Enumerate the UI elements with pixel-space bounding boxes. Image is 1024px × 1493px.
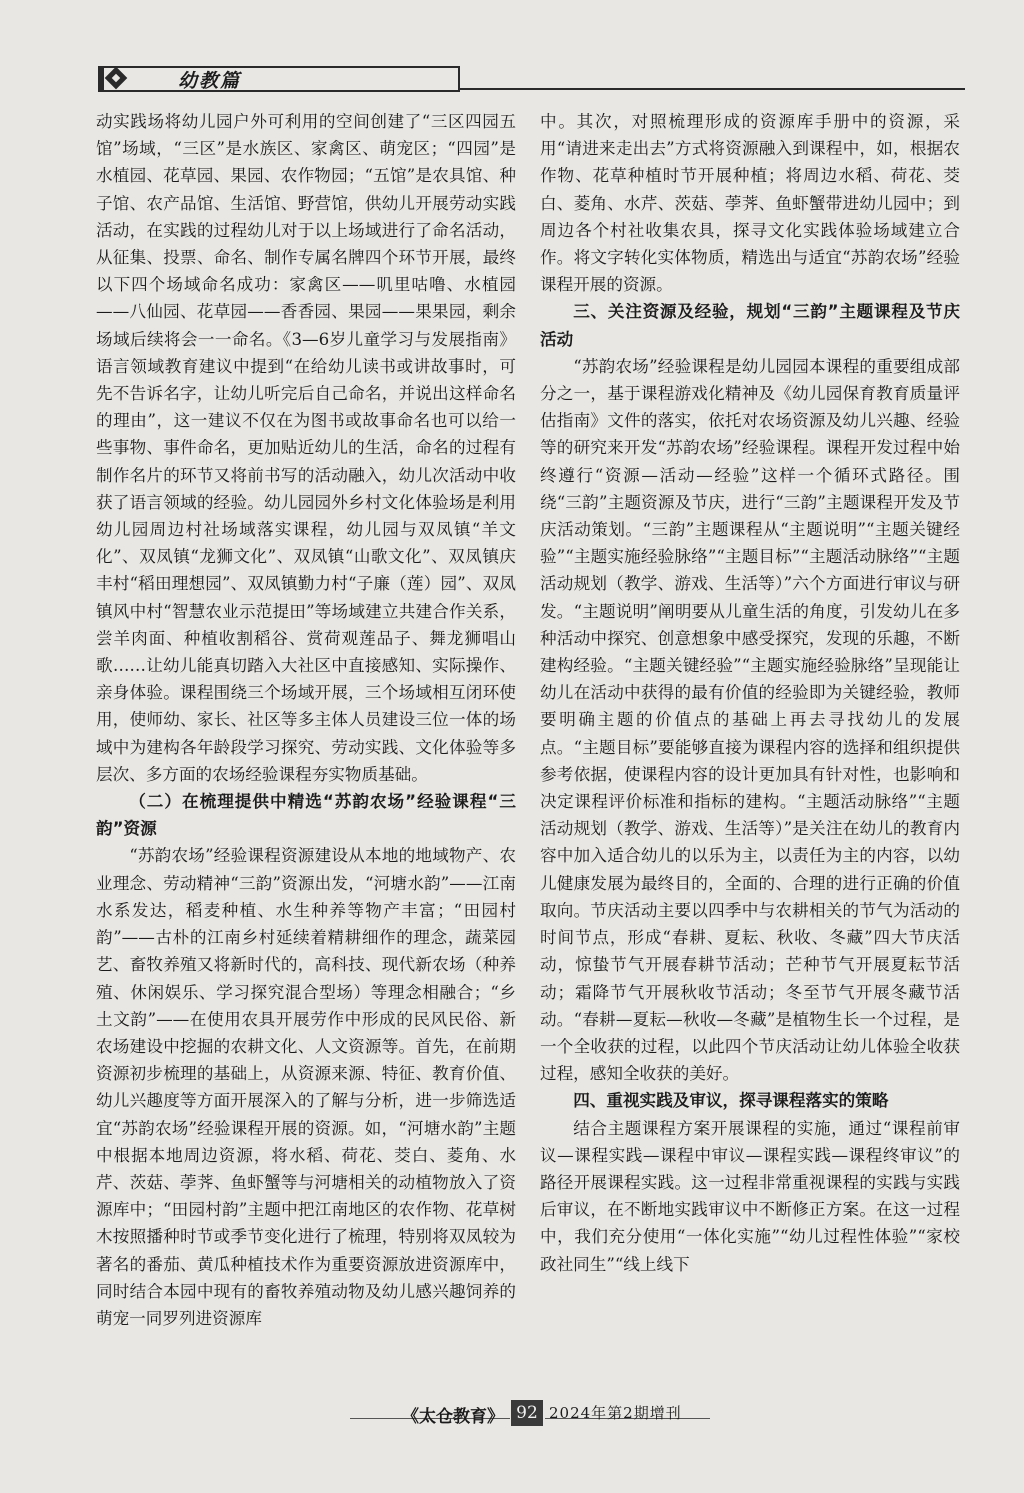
header-rule <box>460 88 965 90</box>
paragraph: “苏韵农场”经验课程资源建设从本地的地域物产、农业理念、劳动精神“三韵”资源出发，“河塘水韵”——江南水系发达，稻麦种植、水生种养等物产丰富；“田园村韵”——古朴的江南乡村延续着精耕细作的理念，蔬菜园艺、畜牧养殖又将新时代的，高科技、现代新农场（种养殖、休闲娱乐、学习探究混合型场）等理念相融合；“乡土文韵”——在使用农具开展劳作中形成的民风民俗、新农场建设中挖掘的农耕文化、人文资源等。首先，在前期资源初步梳理的基础上，从资源来源、特征、教育价值、幼儿兴趣度等方面开展深入的了解与分析，进一步筛选适宜“苏韵农场”经验课程开展的资源。如，“河塘水韵”主题中根据本地周边资源，将水稻、荷花、茭白、菱角、水芹、茨菇、荸荠、鱼虾蟹等与河塘相关的动植物放入了资源库中；“田园村韵”主题中把江南地区的农作物、花草树木按照播种时节或季节变化进行了梳理，特别将双凤较为著名的番茄、黄瓜种植技术作为重要资源放进资源库中，同时结合本园中现有的畜牧养殖动物及幼儿感兴趣饲养的萌宠一同罗列进资源库 <box>96 846 516 1328</box>
section-title: 幼教篇 <box>178 70 242 92</box>
page-number: 92 <box>511 1400 543 1426</box>
section-header-box <box>98 66 460 92</box>
issue-info: 2024年第2期增刊 <box>549 1404 682 1422</box>
section-heading: 三、关注资源及经验，规划“三韵”主题课程及节庆活动 <box>540 302 960 349</box>
paragraph: 结合主题课程方案开展课程的实施，通过“课程前审议—课程实践—课程中审议—课程实践—课程终审议”的路径开展课程实践。这一过程非常重视课程的实践与实践后审议，在不断地实践审议中不断修正方案。在这一过程中，我们充分使用“一体化实施”“幼儿过程性体验”“家校政社同生”“线上线下 <box>540 1118 960 1274</box>
journal-name: 《太仓教育》 <box>402 1407 504 1427</box>
paragraph: 中。其次，对照梳理形成的资源库手册中的资源，采用“请进来走出去”方式将资源融入到课程中，如，根据农作物、花草种植时节开展种植；将周边水稻、荷花、茭白、菱角、水芹、茨菇、荸荠、鱼虾蟹带进幼儿园中；到周边各个村社收集农具，探寻文化实践体验场域建立合作。将文字转化实体物质，精选出与适宜“苏韵农场”经验课程开展的资源。 <box>540 112 960 295</box>
paragraph: 动实践场将幼儿园户外可利用的空间创建了“三区四园五馆”场域，“三区”是水族区、家禽区、萌宠区；“四园”是水植园、花草园、果园、农作物园；“五馆”是农具馆、种子馆、农产品馆、生活馆、野营馆，供幼儿开展劳动实践活动，在实践的过程幼儿对于以上场域进行了命名活动，从征集、投票、命名、制作专属名牌四个环节开展，最终以下四个场域命名成功：家禽区——叽里咕噜、水植园——八仙园、花草园——香香园、果园——果果园，剩余场域后续将会一一命名。《3—6岁儿童学习与发展指南》语言领域教育建议中提到“在给幼儿读书或讲故事时，可先不告诉名字，让幼儿听完后自己命名，并说出这样命名的理由”，这一建议不仅在为图书或故事命名也可以给一些事物、事件命名，更加贴近幼儿的生活，命名的过程有制作名片的环节又将前书写的活动融入，幼儿次活动中收获了语言领域的经验。幼儿园园外乡村文化体验场是利用幼儿园周边村社场域落实课程，幼儿园与双凤镇“羊文化”、双凤镇“龙狮文化”、双凤镇“山歌文化”、双凤镇庆丰村“稻田理想园”、双凤镇勤力村“子廉（莲）园”、双凤镇风中村“智慧农业示范提田”等场域建立共建合作关系，尝羊肉面、种植收割稻谷、赏荷观莲品子、舞龙狮唱山歌……让幼儿能真切踏入大社区中直接感知、实际操作、亲身体验。课程围绕三个场域开展，三个场域相互闭环使用，使师幼、家长、社区等多主体人员建设三位一体的场域中为建构各年龄段学习探究、劳动实践、文化体验等多层次、多方面的农场经验课程夯实物质基础。 <box>96 112 516 784</box>
section-heading: 四、重视实践及审议，探寻课程落实的策略 <box>573 1091 889 1111</box>
subsection-heading: （二）在梳理提供中精选“苏韵农场”经验课程“三韵”资源 <box>96 792 516 839</box>
left-column <box>96 108 516 1332</box>
paragraph: “苏韵农场”经验课程是幼儿园园本课程的重要组成部分之一，基于课程游戏化精神及《幼儿园保育教育质量评估指南》文件的落实，依托对农场资源及幼儿兴趣、经验等的研究来开发“苏韵农场”经验课程。课程开发过程中始终遵行“资源—活动—经验”这样一个循环式路径。围绕“三韵”主题资源及节庆，进行“三韵”主题课程开发及节庆活动策划。“三韵”主题课程从“主题说明”“主题关键经验”“主题实施经验脉络”“主题目标”“主题活动脉络”“主题活动规划（教学、游戏、生活等）”六个方面进行审议与研发。“主题说明”阐明要从儿童生活的角度，引发幼儿在多种活动中探究、创意想象中感受探究，发现的乐趣，不断建构经验。“主题关键经验”“主题实施经验脉络”呈现能让幼儿在活动中获得的最有价值的经验即为关键经验，教师要明确主题的价值点的基础上再去寻找幼儿的发展点。“主题目标”要能够直接为课程内容的选择和组织提供参考依据，使课程内容的设计更加具有针对性，也影响和决定课程评价标准和指标的建构。“主题活动脉络”“主题活动规划（教学、游戏、生活等）”是关注在幼儿的教育内容中加入适合幼儿的以乐为主，以责任为主的内容，以幼儿健康发展为最终目的，全面的、合理的进行正确的价值取向。节庆活动主要以四季中与农耕相关的节气为活动的时间节点，形成“春耕、夏耘、秋收、冬藏”四大节庆活动，惊蛰节气开展春耕节活动；芒种节气开展夏耘节活动；霜降节气开展秋收节活动；冬至节气开展冬藏节活动。“春耕—夏耘—秋收—冬藏”是植物生长一个过程，是一个全收获的过程，以此四个节庆活动让幼儿体验全收获过程，感知全收获的美好。 <box>540 356 960 1084</box>
right-column <box>540 108 960 1278</box>
